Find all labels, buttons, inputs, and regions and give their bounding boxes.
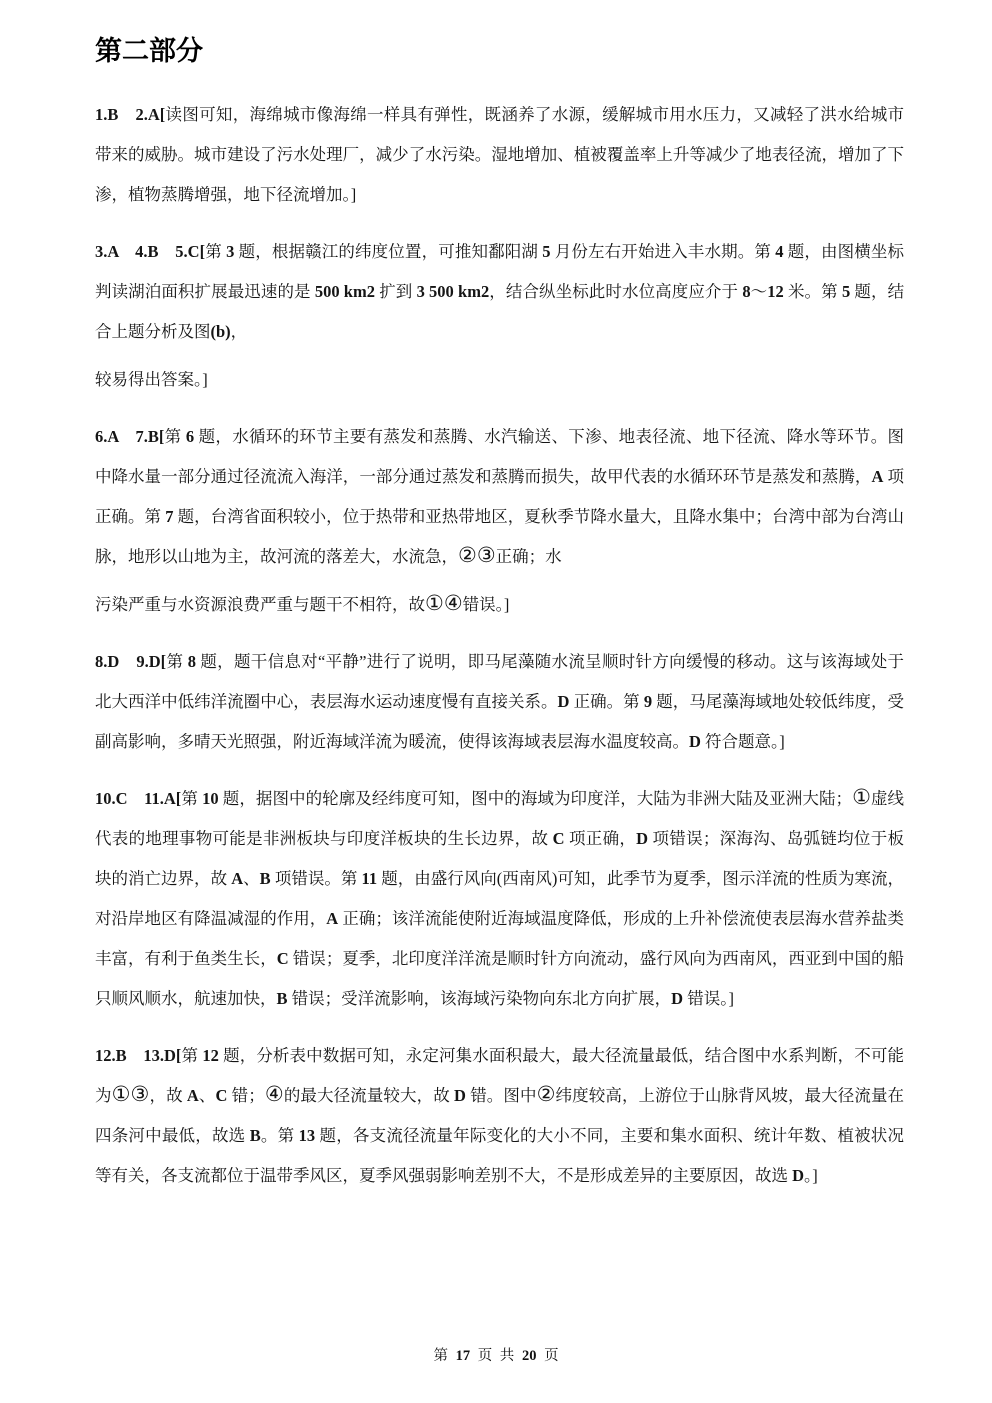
bold-text-run: 5: [542, 242, 551, 261]
text-run: 页 共: [470, 1348, 522, 1364]
bold-text-run: 4: [775, 242, 784, 261]
circled-number: ①④: [425, 591, 463, 615]
answer-paragraph-7-continuation: [95, 585, 904, 625]
answer-paragraph-12-13: [95, 1036, 904, 1196]
text-run: 纬度较高，上游位于山脉背风坡，最大径流量在四条河中最低，故选: [95, 1086, 905, 1145]
text-run: 题，各支流径流量年际变化的大小不同，主要和集水面积、统计年数、植被状况等有关，各支流都位于温带季风区，夏季风强弱影响差别不大，不是形成差异的主要原因，故选: [95, 1126, 905, 1185]
bold-text-run: D: [689, 732, 701, 751]
circled-number: ①③: [111, 1082, 150, 1106]
bold-text-run: C: [276, 949, 289, 968]
bold-text-run: 8.D 9.D[: [95, 652, 167, 671]
text-run: 、: [243, 869, 260, 888]
text-run: 正确。第: [569, 692, 644, 711]
text-run: 月份左右开始进入丰水期。第: [550, 242, 776, 261]
bold-text-run: D: [792, 1166, 805, 1185]
bold-text-run: B: [259, 869, 271, 888]
answer-paragraph-3-4-5: [95, 232, 904, 352]
text-run: 项错误。第: [270, 869, 362, 888]
text-run: 第: [166, 652, 188, 671]
bold-text-run: 12: [202, 1046, 219, 1065]
answer-paragraph-5-continuation: [95, 360, 904, 400]
text-run: 项错误；深海沟、岛弧链均位于板块的消亡边界，故: [95, 829, 905, 888]
bold-text-run: 13: [298, 1126, 316, 1145]
text-run: 污染严重与水资源浪费严重与题干不相符，故: [95, 595, 425, 614]
text-run: 题，台湾省面积较小，位于热带和亚热带地区，夏秋季节降水量大，且降水集中；台湾中部为台湾山脉，地形以山地为主，故河流的落差大，水流急，: [95, 507, 905, 566]
answer-paragraph-8-9: [95, 642, 904, 762]
text-run: 题，根据赣江的纬度位置，可推知鄱阳湖: [234, 242, 543, 261]
bold-text-run: 1.B 2.A[: [95, 105, 166, 124]
bold-text-run: C: [552, 829, 565, 848]
text-run: 题，马尾藻海域地处较低纬度，受副高影响，多晴天光照强，附近海域洋流为暖流，使得该海域表层海水温度较高。: [95, 692, 905, 751]
text-run: 错误。]: [683, 989, 734, 1008]
text-run: 读图可知，海绵城市像海绵一样具有弹性，既涵养了水源，缓解城市用水压力，又减轻了洪水给城市带来的威胁。城市建设了污水处理厂，减少了水污染。湿地增加、植被覆盖率上升等减少了地表径流，增加了下渗，植物蒸腾增强，地下径流增加。]: [95, 105, 904, 204]
answer-paragraph-6-7: [95, 417, 904, 577]
section-title: 第二部分: [95, 36, 203, 66]
text-run: 错误。]: [462, 595, 510, 614]
text-run: 正确；水: [495, 547, 562, 566]
text-run: 题，由图横坐标判读湖泊面积扩展最迅速的是: [95, 242, 905, 301]
answer-paragraph-1-2: [95, 95, 904, 215]
text-run: 项正确。第: [95, 467, 905, 526]
bold-text-run: 8: [742, 282, 751, 301]
bold-text-run: A: [231, 869, 244, 888]
text-run: 第: [164, 427, 186, 446]
text-run: 第: [433, 1348, 456, 1364]
text-run: 错。图中: [465, 1086, 537, 1105]
text-run: 错误；受洋流影响，该海域污染物向东北方向扩展，: [287, 989, 672, 1008]
circled-number: ①: [852, 785, 871, 809]
text-run: 第: [205, 242, 227, 261]
text-run: 符合题意。]: [700, 732, 785, 751]
circled-number: ④: [264, 1082, 284, 1106]
bold-text-run: 8: [187, 652, 196, 671]
bold-text-run: 6.A 7.B[: [95, 427, 165, 446]
text-run: 错误；夏季，北印度洋洋流是顺时针方向流动，盛行风向为西南风，西亚到中国的船只顺风顺水，航速加快，: [95, 949, 905, 1008]
text-run: 错；: [227, 1086, 265, 1105]
answer-paragraph-10-11: [95, 779, 904, 1019]
text-run: 第: [181, 1046, 203, 1065]
circled-number: ②③: [458, 543, 496, 567]
text-run: 较易得出答案。]: [95, 370, 208, 389]
bold-text-run: 10: [202, 789, 219, 808]
bold-text-run: B: [276, 989, 288, 1008]
bold-text-run: 7: [165, 507, 174, 526]
bold-text-run: 5: [841, 282, 851, 301]
bold-text-run: (b): [210, 322, 231, 341]
text-run: 页: [536, 1348, 559, 1364]
text-run: 的最大径流量较大，故: [283, 1086, 455, 1105]
bold-text-run: B: [249, 1126, 261, 1145]
bold-text-run: 3: [226, 242, 235, 261]
bold-text-run: 12.B 13.D[: [95, 1046, 182, 1065]
bold-text-run: A: [186, 1086, 199, 1105]
text-run: ，结合纵坐标此时水位高度应介于: [489, 282, 743, 301]
bold-text-run: C: [215, 1086, 228, 1105]
text-run: 米。第: [783, 282, 842, 301]
bold-text-run: 3 500 km2: [416, 282, 490, 301]
text-run: ，故: [149, 1086, 187, 1105]
bold-text-run: 10.C 11.A[: [95, 789, 182, 808]
text-run: 题，由盛行风向(西南风)可知，此季节为夏季，图示洋流的性质为寒流，对沿岸地区有降温减湿的作用，: [95, 869, 905, 928]
bold-text-run: 9: [643, 692, 653, 711]
text-run: 项正确，: [564, 829, 637, 848]
bold-text-run: 17: [455, 1348, 471, 1364]
bold-text-run: D: [636, 829, 649, 848]
text-run: 第: [181, 789, 203, 808]
text-run: 题，据图中的轮廓及经纬度可知，图中的海域为印度洋，大陆为非洲大陆及亚洲大陆；: [218, 789, 853, 808]
bold-text-run: A: [871, 467, 884, 486]
bold-text-run: D: [671, 989, 684, 1008]
text-run: 扩到: [374, 282, 417, 301]
text-run: 题，水循环的环节主要有蒸发和蒸腾、水汽输送、下渗、地表径流、地下径流、降水等环节。图中降水量一部分通过径流流入海洋，一部分通过蒸发和蒸腾而损失，故甲代表的水循环环节是蒸发和蒸腾，: [95, 427, 905, 486]
circled-number: ②: [536, 1082, 556, 1106]
bold-text-run: 6: [185, 427, 195, 446]
text-run: 题，分析表中数据可知，永定河集水面积最大，最大径流量最低，结合图中水系判断，不可能为: [95, 1046, 905, 1105]
text-run: 。第: [260, 1126, 299, 1145]
text-run: 题，结合上题分析及图: [95, 282, 905, 341]
text-run: 、: [198, 1086, 216, 1105]
text-run: 正确；该洋流能使附近海域温度降低，形成的上升补偿流使表层海水营养盐类丰富，有利于鱼类生长，: [95, 909, 905, 968]
text-run: ～: [750, 282, 768, 301]
bold-text-run: 3.A 4.B 5.C[: [95, 242, 206, 261]
text-run: 。]: [804, 1166, 818, 1185]
bold-text-run: D: [454, 1086, 466, 1105]
text-run: 题，题干信息对“平静”进行了说明，即马尾藻随水流呈顺时针方向缓慢的移动。这与该海域处于北大西洋中低纬洋流圈中心，表层海水运动速度慢有直接关系。: [95, 652, 905, 711]
bold-text-run: A: [326, 909, 339, 928]
bold-text-run: D: [557, 692, 570, 711]
text-run: 虚线代表的地理事物可能是非洲板块与印度洋板块的生长边界，故: [95, 789, 905, 848]
bold-text-run: 11: [361, 869, 378, 888]
bold-text-run: 20: [521, 1348, 537, 1364]
page-footer: [0, 1344, 992, 1365]
text-run: ，: [230, 322, 248, 341]
bold-text-run: 12: [767, 282, 784, 301]
bold-text-run: 500 km2: [314, 282, 375, 301]
